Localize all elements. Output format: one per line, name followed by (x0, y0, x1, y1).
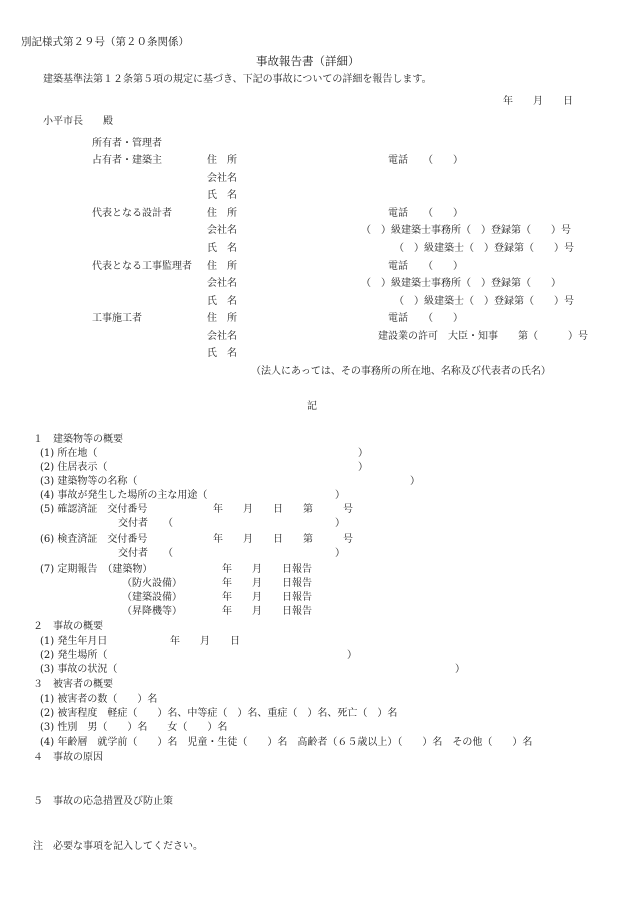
s1-inspection-date: 年 月 日 第 号 (213, 534, 353, 545)
s1-confirmation-issuer-close: ） (335, 518, 345, 529)
s1-periodic-equipment: （建築設備） (122, 592, 182, 603)
designer-name-label: 氏 名 (207, 243, 237, 254)
contractor-name-label: 氏 名 (207, 348, 237, 359)
addressee: 小平市長 殿 (43, 116, 113, 127)
supervisor-label: 代表となる工事監理者 (92, 261, 192, 272)
s1-usage: (4) 事故が発生した場所の主な用途（ (40, 490, 208, 501)
s1-inspection-issuer: 交付者 （ (118, 548, 173, 559)
s3-severity: (2) 被害程度 軽症（ ）名、中等症（ ）名、重症（ ）名、死亡（ ）名 (40, 708, 398, 719)
s3-victim-count: (1) 被害者の数（ ）名 (40, 694, 158, 705)
designer-phone: 電話 （ ） (388, 208, 463, 219)
s3-age: (4) 年齢層 就学前（ ）名 児童・生徒（ ）名 高齢者（６５歳以上）（ ）名 その他（ ）名 (40, 737, 533, 748)
s1-periodic-fire-date: 年 月 日報告 (222, 578, 312, 589)
s1-confirmation-number: (5) 確認済証 交付番号 (40, 504, 148, 515)
occupant-address-label: 住 所 (207, 155, 237, 166)
section3-heading: ３ 被害者の概要 (33, 679, 113, 690)
footer-note: 注 必要な事項を記入してください。 (33, 841, 203, 852)
supervisor-office-registration: （ ）級建築士事務所（ ）登録第（ ） (361, 278, 561, 289)
s1-inspection-issuer-close: ） (335, 548, 345, 559)
owner-label: 所有者・管理者 (92, 138, 162, 149)
s2-location: (2) 発生場所（ (40, 650, 108, 661)
s1-periodic-elevator: （昇降機等） (122, 606, 182, 617)
occupant-name-label: 氏 名 (207, 190, 237, 201)
s1-periodic-fire: （防火設備） (122, 578, 182, 589)
s1-location: (1) 所在地（ (40, 448, 98, 459)
section1-heading: １ 建築物等の概要 (33, 434, 123, 445)
page-title: 事故報告書（詳細） (256, 54, 360, 68)
occupant-label: 占有者・建築主 (92, 155, 162, 166)
section4-heading: ４ 事故の原因 (33, 752, 103, 763)
occupant-phone: 電話 （ ） (388, 155, 463, 166)
s1-location-close: ） (358, 448, 368, 459)
contractor-address-label: 住 所 (207, 313, 237, 324)
s1-building-name-close: ） (410, 476, 420, 487)
designer-architect-registration: （ ）級建築士（ ）登録第（ ）号 (394, 243, 574, 254)
s1-periodic-building-date: 年 月 日報告 (222, 564, 312, 575)
supervisor-name-label: 氏 名 (207, 296, 237, 307)
s1-usage-close: ） (335, 490, 345, 501)
occupant-company-label: 会社名 (207, 173, 237, 184)
s2-situation: (3) 事故の状況（ (40, 664, 118, 675)
contractor-label: 工事施工者 (92, 313, 142, 324)
section2-heading: ２ 事故の概要 (33, 621, 103, 632)
designer-company-label: 会社名 (207, 225, 237, 236)
date-line: 年 月 日 (503, 96, 573, 107)
s2-location-close: ） (347, 650, 357, 661)
s1-periodic-building: (7) 定期報告 （建築物） (40, 564, 153, 575)
ki-heading: 記 (307, 401, 317, 412)
contractor-license: 建設業の許可 大臣・知事 第（ ）号 (378, 331, 588, 342)
s1-building-name: (3) 建築物等の名称（ (40, 476, 138, 487)
intro-text: 建築基準法第１２条第５項の規定に基づき、下記の事故についての詳細を報告します。 (43, 74, 432, 85)
contractor-phone: 電話 （ ） (388, 313, 463, 324)
supervisor-phone: 電話 （ ） (388, 261, 463, 272)
s1-periodic-elevator-date: 年 月 日報告 (222, 606, 312, 617)
s1-residential-address: (2) 住居表示（ (40, 462, 108, 473)
s1-residential-close: ） (358, 462, 368, 473)
designer-address-label: 住 所 (207, 208, 237, 219)
corporate-note: （法人にあっては、その事務所の所在地、名称及び代表者の氏名） (251, 366, 551, 377)
form-id: 別記様式第２９号（第２０条関係） (21, 36, 189, 48)
supervisor-company-label: 会社名 (207, 278, 237, 289)
s2-situation-close: ） (455, 664, 465, 675)
contractor-company-label: 会社名 (207, 331, 237, 342)
s1-inspection-number: (6) 検査済証 交付番号 (40, 534, 148, 545)
s2-occurrence-date: (1) 発生年月日 (40, 636, 108, 647)
s1-confirmation-issuer: 交付者 （ (118, 518, 173, 529)
supervisor-address-label: 住 所 (207, 261, 237, 272)
s1-confirmation-date: 年 月 日 第 号 (213, 504, 353, 515)
designer-office-registration: （ ）級建築士事務所（ ）登録第（ ）号 (361, 225, 571, 236)
s1-periodic-equipment-date: 年 月 日報告 (222, 592, 312, 603)
s2-occurrence-date-value: 年 月 日 (170, 636, 240, 647)
designer-label: 代表となる設計者 (92, 208, 172, 219)
section5-heading: ５ 事故の応急措置及び防止策 (33, 796, 173, 807)
supervisor-architect-registration: （ ）級建築士（ ）登録第（ ）号 (394, 296, 574, 307)
s3-gender: (3) 性別 男（ ）名 女（ ）名 (40, 722, 228, 733)
